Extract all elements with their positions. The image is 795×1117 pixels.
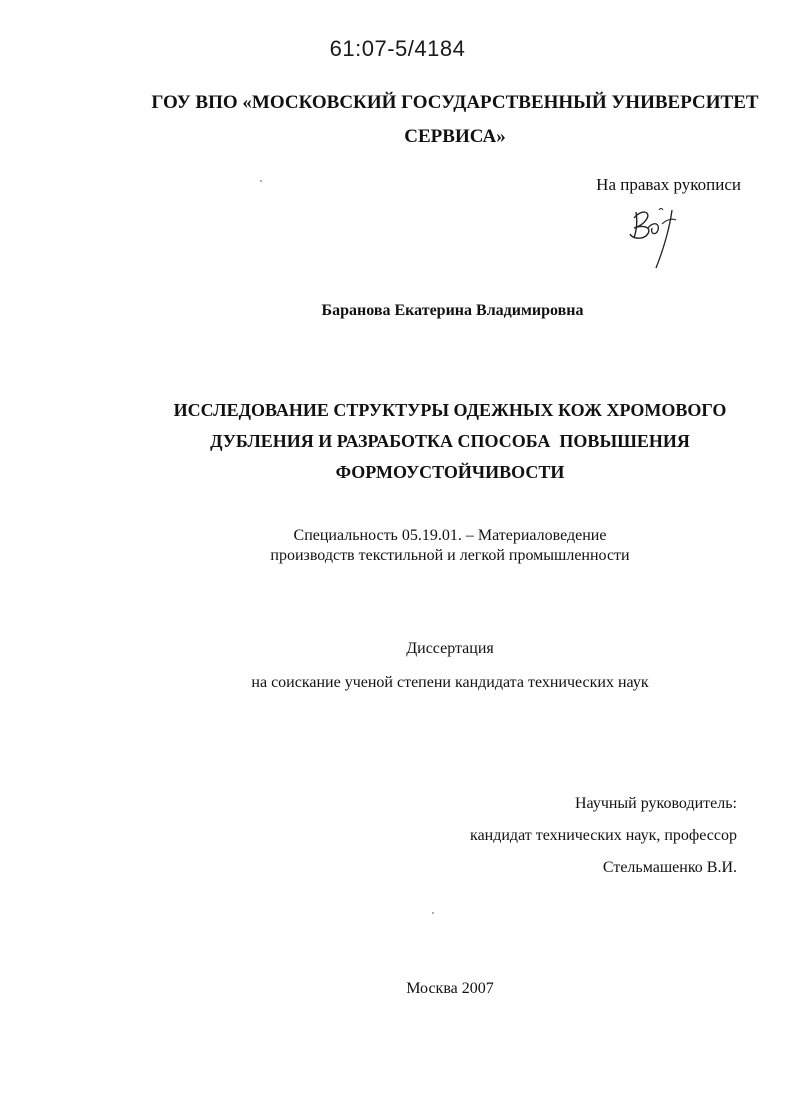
title-line-3: ФОРМОУСТОЙЧИВОСТИ <box>335 462 565 482</box>
scientific-advisor <box>470 788 737 884</box>
title-line-2: ДУБЛЕНИЯ И РАЗРАБОТКА СПОСОБА ПОВЫШЕНИЯ <box>210 431 690 451</box>
specialty <box>150 526 750 566</box>
dissertation-line-1: Диссертация <box>406 640 494 657</box>
author-name: Баранова Екатерина Владимировна <box>321 302 584 319</box>
scan-speck <box>260 180 262 182</box>
archive-code: 61:07-5/4184 <box>329 36 466 61</box>
organization-name <box>130 86 780 154</box>
city-year: Москва 2007 <box>406 980 494 997</box>
scan-speck <box>432 912 434 914</box>
dissertation-type <box>150 632 750 700</box>
signature-image <box>626 198 686 270</box>
organization-line-1: ГОУ ВПО «МОСКОВСКИЙ ГОСУДАРСТВЕННЫЙ УНИВЕРСИТЕТ <box>151 92 759 113</box>
specialty-line-1: Специальность 05.19.01. – Материаловедение <box>293 527 607 544</box>
organization-line-2: СЕРВИСА» <box>404 126 506 147</box>
title-line-1: ИССЛЕДОВАНИЕ СТРУКТУРЫ ОДЕЖНЫХ КОЖ ХРОМОВОГО <box>173 400 727 420</box>
advisor-name: Стельмашенко В.И. <box>602 859 737 876</box>
dissertation-title <box>150 395 750 488</box>
advisor-degree: кандидат технических наук, профессор <box>470 827 737 844</box>
specialty-line-2: производств текстильной и легкой промышленности <box>270 547 630 564</box>
dissertation-line-2: на соискание ученой степени кандидата технических наук <box>251 674 649 691</box>
advisor-label: Научный руководитель: <box>574 795 737 812</box>
rights-note: На правах рукописи <box>596 175 741 194</box>
